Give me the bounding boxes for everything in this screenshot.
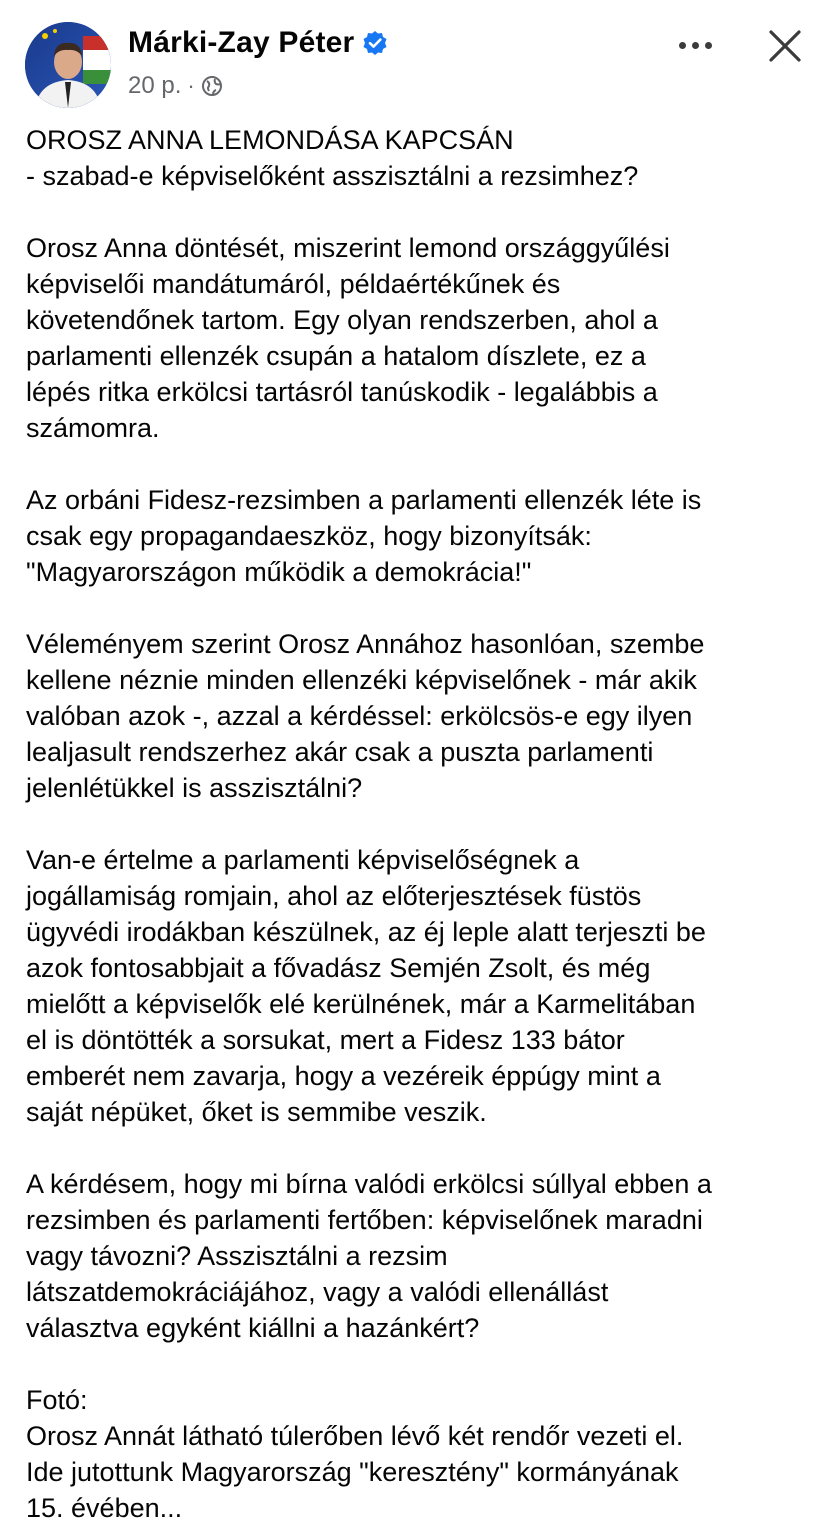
post-paragraph: A kérdésem, hogy mi bírna valódi erkölcsi súllyal ebben a rezsimben és parlamenti fertőben: képviselőnek maradni vagy távozni? Asszisztálni a rezsim látszatdemokráciájához, vagy a valódi ellenállást választva egyként kiállni a hazánkért? [26, 1169, 712, 1343]
post-paragraph: Az orbáni Fidesz-rezsimben a parlamenti ellenzék léte is csak egy propagandaeszköz, hogy bizonyítsák: "Magyarországon működik a demokrácia!" [26, 485, 702, 587]
close-button[interactable] [765, 26, 805, 66]
post-text [26, 122, 816, 1526]
author-row [128, 26, 388, 60]
post-paragraph: Van-e értelme a parlamenti képviselőségnek a jogállamiság romjain, ahol az előterjesztések füstös ügyvédi irodákban készülnek, az éj leple alatt terjeszti be azok fontosabbjait a fővadász Semjén Zsolt, és még mielőtt a képviselők elé kerülnének, már a Karmelitában el is döntötték a sorsukat, mert a Fidesz 133 bátor emberét nem zavarja, hogy a vezéreik éppúgy mint a saját népüket, őket is semmibe veszik. [26, 845, 706, 1127]
verified-badge-icon [362, 30, 388, 56]
more-options-dot [692, 42, 699, 49]
post-paragraph: Fotó: Orosz Annát látható túlerőben lévő két rendőr vezeti el. Ide jutottunk Magyarország "keresztény" kormányának 15. évében... [26, 1385, 684, 1523]
more-options-icon [679, 42, 686, 49]
meta-separator: · [187, 73, 195, 98]
post-timestamp[interactable]: 20 p. [128, 72, 182, 99]
close-icon [765, 26, 805, 66]
globe-icon[interactable] [201, 75, 223, 97]
more-options-dot [705, 42, 712, 49]
more-options-button[interactable] [670, 30, 720, 60]
post-paragraph: Orosz Anna döntését, miszerint lemond országgyűlési képviselői mandátumáról, példaértékűnek és követendőnek tartom. Egy olyan rendszerben, ahol a parlamenti ellenzék csupán a hatalom díszlete, ez a lépés ritka erkölcsi tartásról tanúskodik - legalábbis a számomra. [26, 233, 670, 443]
post-header [0, 0, 832, 120]
post-paragraph: Véleményem szerint Orosz Annához hasonlóan, szembe kellene néznie minden ellenzéki képviselőnek - már akik valóban azok -, azzal a kérdéssel: erkölcsös-e egy ilyen lealjasult rendszerhez akár csak a puszta parlamenti jelenlétükkel is asszisztálni? [26, 629, 705, 803]
post-paragraph: OROSZ ANNA LEMONDÁSA KAPCSÁN - szabad-e képviselőként asszisztálni a rezsimhez? [26, 125, 639, 191]
author-name[interactable]: Márki-Zay Péter [128, 26, 355, 59]
avatar[interactable] [25, 22, 111, 108]
post-meta [128, 72, 223, 100]
